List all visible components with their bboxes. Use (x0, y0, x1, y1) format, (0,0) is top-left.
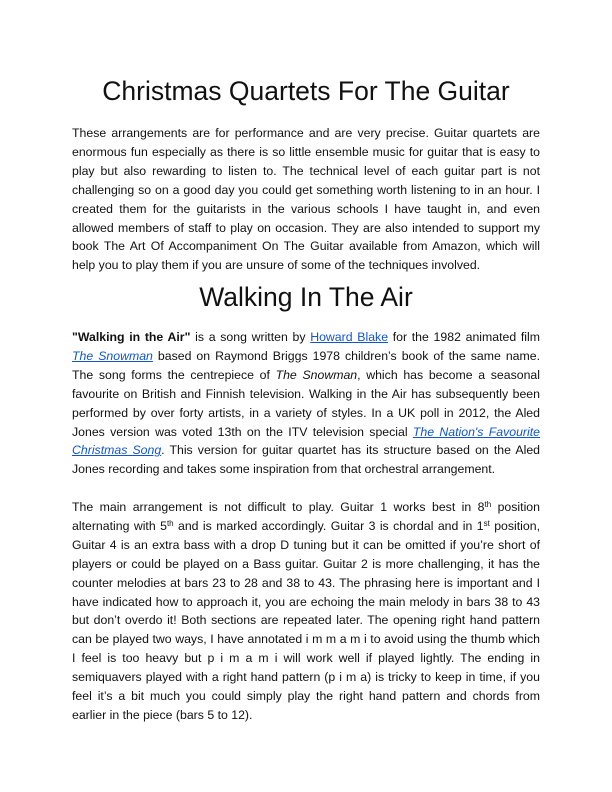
text-segment: for the 1982 animated film (388, 330, 541, 344)
text-segment: position alternating with 5 (72, 500, 540, 533)
text-segment: based on Raymond Briggs 1978 children’s book of the same name. The song forms the centrepiece of (72, 348, 540, 382)
text-segment: . This version for guitar quartet has its structure based on the Aled Jones recording and takes some inspiration from that orchestral arrangement. (72, 443, 540, 477)
text-segment: The main arrangement is not difficult to play. Guitar 1 works best in 8 (72, 500, 485, 514)
arrangement-notes-paragraph (72, 498, 540, 725)
italic-the-snowman: The Snowman (275, 367, 358, 382)
ordinal-suffix: th (484, 500, 492, 509)
intro-paragraph: These arrangements are for performance and are very precise. Guitar quartets are enormous fun especially as there is so little ensemble music for guitar that is easy to play but also rewarding to listen to. The technical level of each guitar part is not challenging so on a good day you could get something worth listening to in an hour. I created them for the guitarists in the various schools I have taught in, and even allowed members of staff to play on occasion. They are also intended to support my book The Art Of Accompaniment On The Guitar available from Amazon, which will help you to play them if you are unsure of some of the techniques involved. (72, 126, 540, 273)
link-the-snowman[interactable] (72, 349, 153, 363)
song-description-paragraph (72, 328, 540, 479)
text-segment: , which has become a seasonal favourite on British and Finnish television. Walking in the Air has subsequently been performed by over forty artists, in a variety of styles. In a UK poll in 2012, the Aled Jones version was voted 13th on the ITV television special (72, 367, 540, 439)
link-the-snowman-label: The Snowman (72, 348, 153, 363)
text-segment: and is marked accordingly. Guitar 3 is chordal and in 1 (173, 518, 484, 533)
ordinal-suffix: st (483, 518, 490, 528)
link-howard-blake[interactable]: Howard Blake (310, 330, 389, 344)
link-nations-favourite-label: The Nation's Favourite Christmas Song (72, 424, 541, 458)
section-title: Walking In The Air (199, 282, 413, 312)
page-title: Christmas Quartets For The Guitar (102, 76, 510, 106)
text-segment: is a song written by (190, 330, 311, 344)
ordinal-suffix: th (166, 518, 174, 528)
text-segment: position, Guitar 4 is an extra bass with a drop D tuning but it can be omitted if you’re short of players or could be played on a Bass guitar. Guitar 2 is more challenging, it has the counter melodies at bars 23 to 28 and 38 to 43. The phrasing here is important and I have indicated how to approach it, you are echoing the main melody in bars 38 to 43 but don’t overdo it! Both sections are repeated later. The opening right hand pattern can be played two ways, I have annotated i m m a m i to avoid using the thumb which I feel is too heavy but p i m a m i will work well if played lightly. The ending in semiquavers played with a right hand pattern (p i m a) is tricky to keep in time, if you feel it’s a bit much you could simply play the right hand pattern and chords from earlier in the piece (bars 5 to 12). (72, 518, 540, 722)
song-title-bold: "Walking in the Air" (72, 330, 191, 344)
